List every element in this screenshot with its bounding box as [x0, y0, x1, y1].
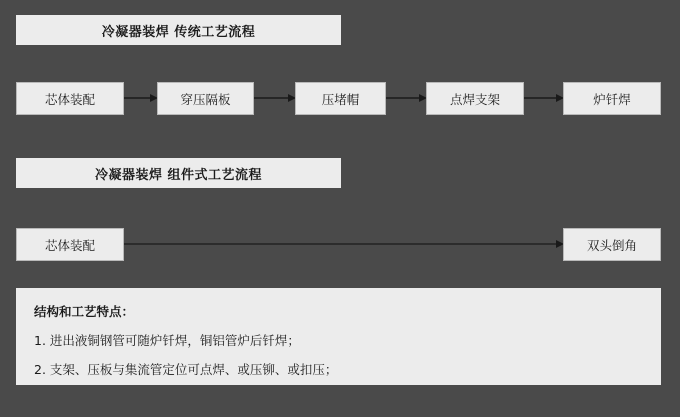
- process-node-cap[interactable]: 压堵帽: [295, 82, 386, 115]
- process-node-core-assembly-modular[interactable]: 芯体装配: [16, 228, 124, 261]
- arrow-icon-long: [124, 239, 564, 249]
- notes-panel: [16, 288, 661, 385]
- section-title-traditional: 冷凝器装焊 传统工艺流程: [16, 15, 341, 45]
- process-node-double-head-chamfer[interactable]: 双头倒角: [563, 228, 661, 261]
- section-title-modular: 冷凝器装焊 组件式工艺流程: [16, 158, 341, 188]
- notes-line-1: 1. 进出液铜钢管可随炉钎焊，铜铝管炉后钎焊；: [34, 333, 300, 348]
- arrow-icon-4: [524, 93, 564, 103]
- arrow-icon-3: [386, 93, 427, 103]
- process-node-furnace-brazing[interactable]: 炉钎焊: [563, 82, 661, 115]
- process-node-core-assembly[interactable]: 芯体装配: [16, 82, 124, 115]
- process-node-spot-weld-bracket[interactable]: 点焊支架: [426, 82, 524, 115]
- arrow-icon-2: [254, 93, 296, 103]
- arrow-icon-1: [124, 93, 158, 103]
- notes-line-2: 2. 支架、压板与集流管定位可点焊、或压铆、或扣压；: [34, 362, 338, 377]
- process-node-partition[interactable]: 穿压隔板: [157, 82, 254, 115]
- notes-title: 结构和工艺特点：: [34, 304, 135, 319]
